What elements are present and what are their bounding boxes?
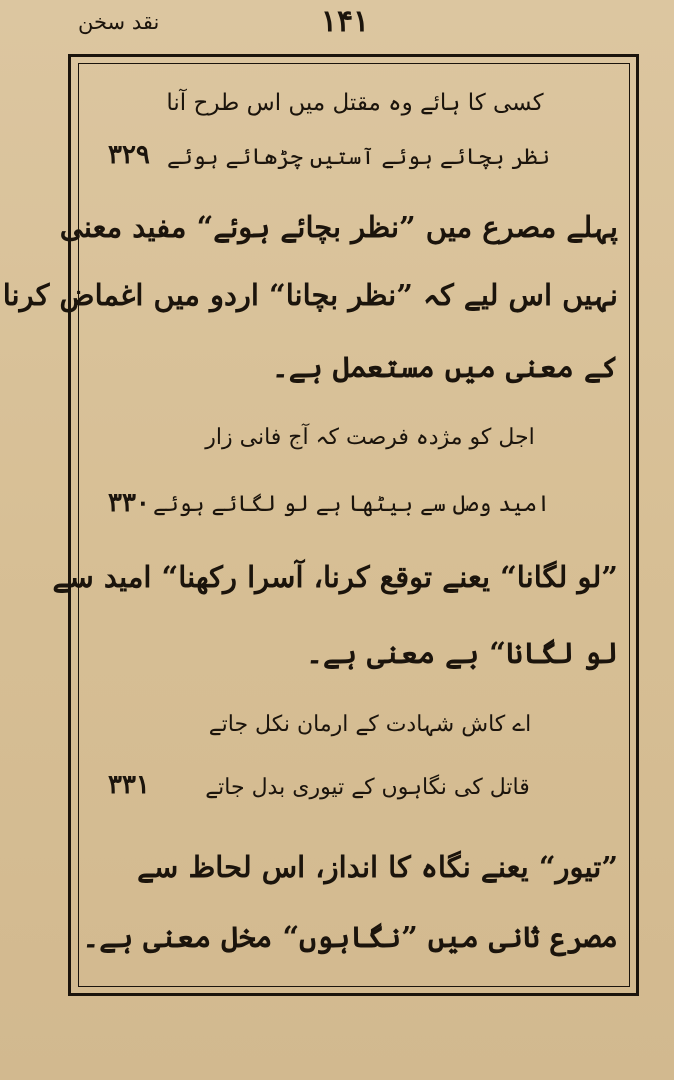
- commentary-line: پہلے مصرع میں ”نظر بچائے ہوئے“ مفید معنی: [59, 210, 618, 244]
- running-title: نقد سخن: [78, 10, 160, 34]
- verse-line: اے کاش شہادت کے ارمان نکل جاتے: [208, 712, 532, 737]
- verse-line: اجل کو مژدہ فرصت کہ آج فانی زار: [205, 425, 535, 450]
- commentary-line: مصرع ثانی میں ”نگاہوں“ مخل معنی ہے۔: [82, 920, 618, 954]
- verse-line: نظر بچائے ہوئے آستیں چڑھائے ہوئے: [166, 145, 550, 170]
- entry-number: ۳۳۱: [108, 770, 150, 800]
- verse-line: امید وصل سے بیٹھا ہے لو لگائے ہوئے: [153, 492, 550, 517]
- entry-number: ۳۲۹: [108, 140, 150, 170]
- commentary-line: ”لو لگانا“ یعنے توقع کرنا، آسرا رکھنا“ امید سے: [52, 560, 618, 594]
- commentary-line: نہیں اس لیے کہ ”نظر بچانا“ اردو میں اغماض کرنا: [2, 278, 618, 312]
- verse-line: کسی کا ہائے وہ مقتل میں اس طرح آنا: [166, 90, 544, 116]
- commentary-line: لو لگانا“ بے معنی ہے۔: [306, 636, 618, 670]
- entry-number: ۳۳۰: [108, 488, 150, 518]
- commentary-line: ”تیور“ یعنے نگاہ کا انداز، اس لحاظ سے: [137, 850, 618, 884]
- commentary-line: کے معنی میں مستعمل ہے۔: [271, 350, 618, 384]
- verse-line: قاتل کی نگاہوں کے تیوری بدل جاتے: [205, 775, 530, 800]
- page-number: ۱۴۱: [320, 4, 370, 39]
